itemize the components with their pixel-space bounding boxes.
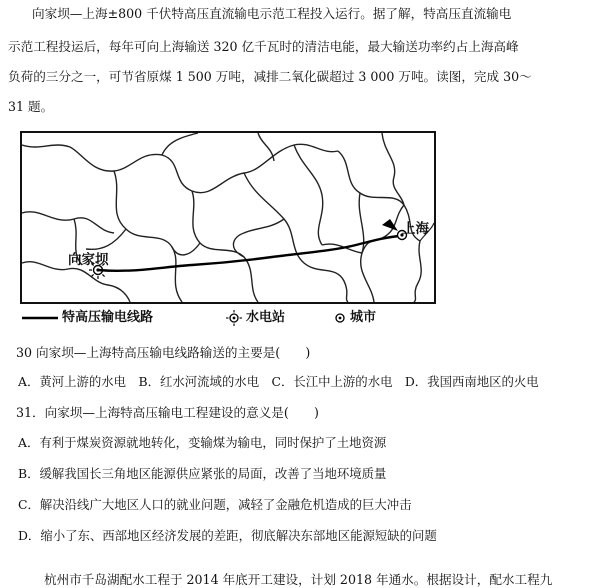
intro-line-1: 向家坝—上海±800 千伏特高压直流输电示范工程投入运行。据了解，特高压直流输电 (32, 6, 512, 21)
intro-line-3: 负荷的三分之一，可节省原煤 1 500 万吨，减排二氧化碳超过 3 000 万吨。读图，完成 30～ (8, 69, 532, 84)
legend-city-icon (332, 306, 348, 330)
map-legend (20, 306, 436, 330)
map-label-xiangjiaba: 向家坝 (68, 252, 109, 268)
q31-option-d: D．缩小了东、西部地区经济发展的差距，彻底解决东部地区能源短缺的问题 (18, 528, 437, 543)
intro-line-4: 31 题。 (8, 99, 54, 114)
intro-line-2: 示范工程投运后，每年可向上海输送 320 亿千瓦时的清洁电能，最大输送功率约占上海高峰 (8, 39, 519, 54)
q31-option-a: A．有利于煤炭资源就地转化，变输煤为输电，同时保护了土地资源 (18, 435, 387, 450)
q31-stem: 31．向家坝—上海特高压输电工程建设的意义是( ) (16, 405, 319, 420)
q30-options: A．黄河上游的水电 B．红水河流域的水电 C．长江中上游的水电 D．我国西南地区的火电 (18, 374, 539, 389)
transmission-map (20, 131, 436, 304)
legend-hydro-icon (224, 306, 244, 330)
legend-city-label: 城市 (350, 310, 377, 325)
q30-stem: 30 向家坝—上海特高压输电线路输送的主要是( ) (16, 345, 311, 360)
legend-hydro-label: 水电站 (246, 310, 286, 325)
q31-option-c: C．解决沿线广大地区人口的就业问题，减轻了金融危机造成的巨大冲击 (18, 497, 412, 512)
q31-option-b: B．缓解我国长三角地区能源供应紧张的局面，改善了当地环境质量 (18, 466, 387, 481)
legend-line-label: 特高压输电线路 (62, 310, 154, 325)
legend-line-icon (20, 306, 60, 330)
next-passage-line: 杭州市千岛湖配水工程于 2014 年底开工建设，计划 2018 年通水。根据设计，配水工程九 (44, 571, 553, 587)
map-outline-drawing (22, 133, 434, 302)
map-label-shanghai: 上海 (402, 221, 429, 237)
